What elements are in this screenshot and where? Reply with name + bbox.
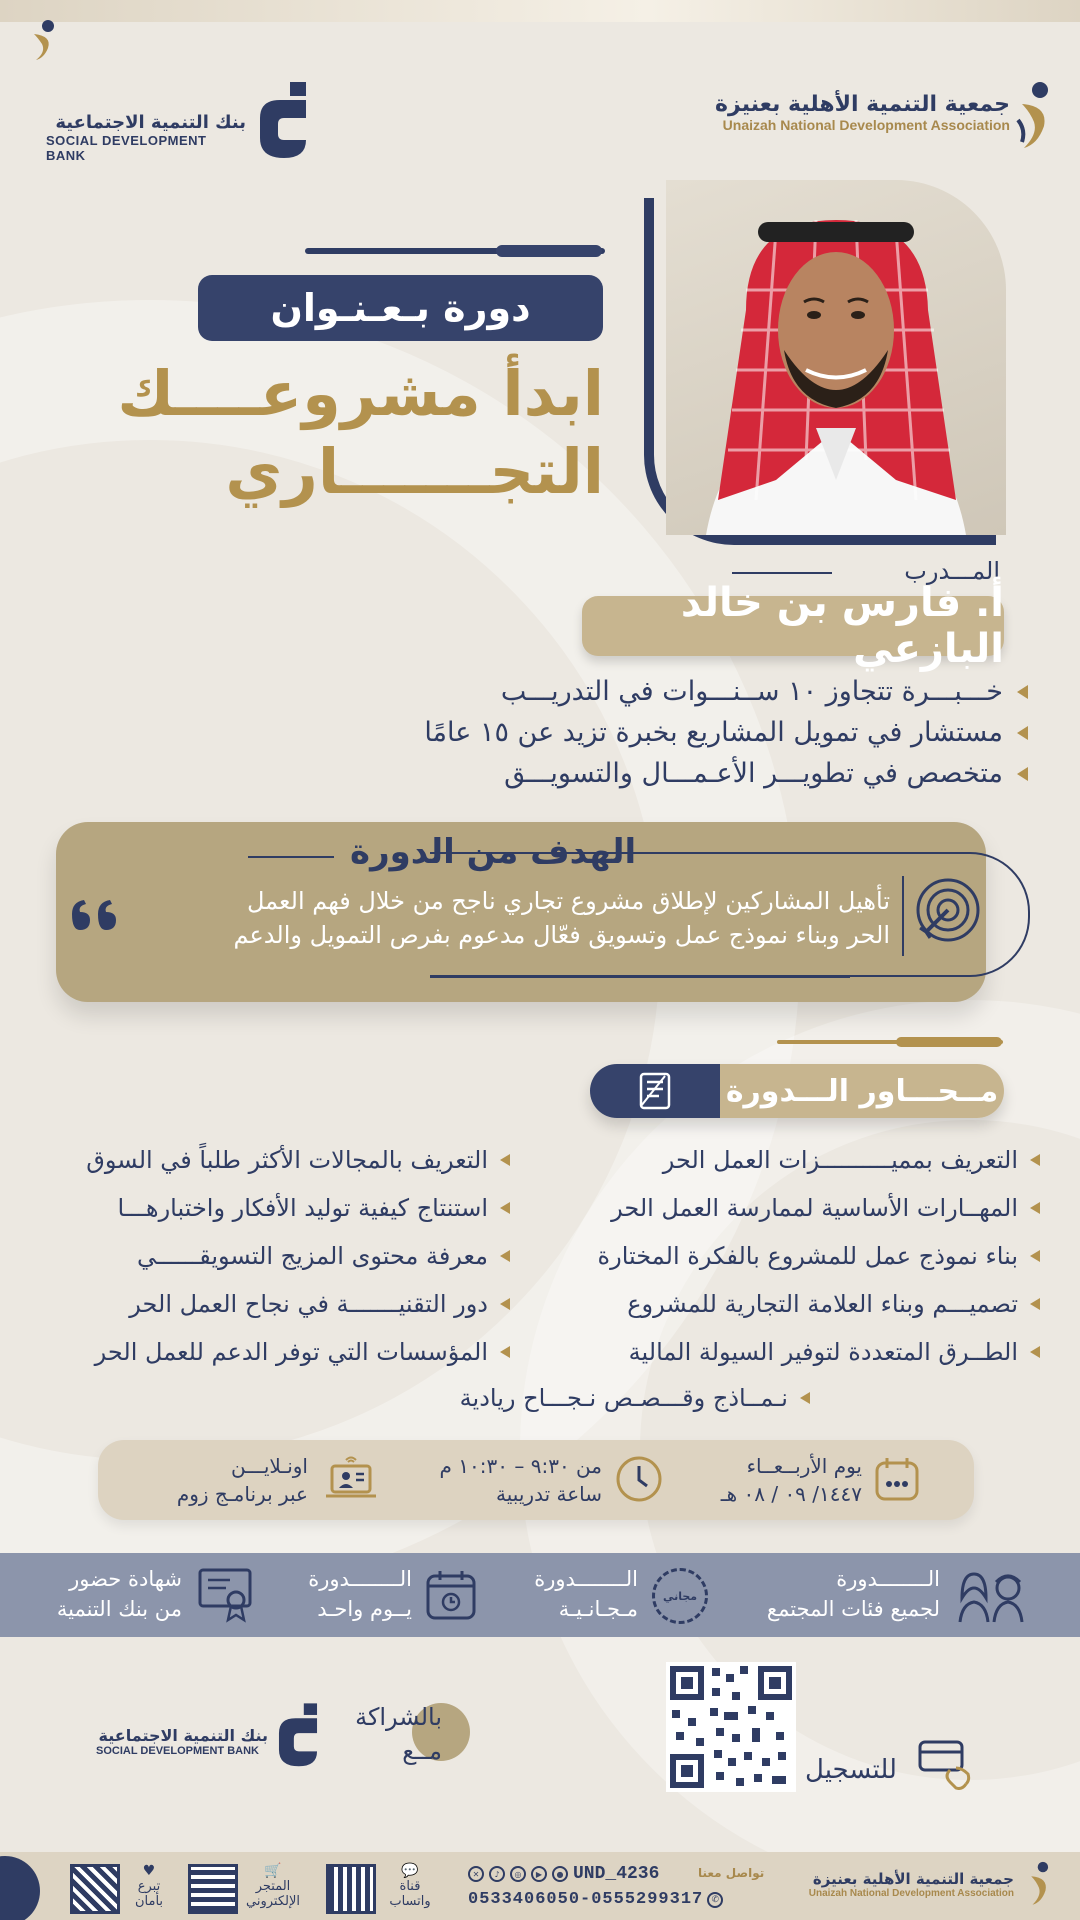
list-item — [328, 758, 1028, 789]
course-title-line1: ابدأ مشروعــــك — [117, 357, 604, 430]
trainer-label-line — [732, 572, 832, 574]
footer-association-ar: جمعية التنمية الأهلية بعنيزة — [812, 1870, 1014, 1888]
store-label — [242, 1864, 304, 1909]
bullet-text: متخصص في تطويـــر الأعـمـــال والتسويـــق — [504, 758, 1003, 789]
whatsapp-icon[interactable]: ✆ — [707, 1892, 723, 1908]
bullet-text: مستشار في تمويل المشاريع بخبرة تزيد عن ١٥ عامًا — [424, 717, 1003, 748]
bullet-icon — [500, 1298, 510, 1310]
feature-certificate — [57, 1564, 182, 1624]
axis-text: استنتاج كيفية توليد الأفكار واختبارهـــا — [117, 1194, 488, 1222]
axis-text: نـمــاذج وقـــصـص نـجـــاح ريادية — [459, 1384, 788, 1412]
axes-title: مــحـــاور الـــدورة — [720, 1064, 1004, 1118]
chat-icon: 💬 — [401, 1863, 419, 1879]
axes-title-pill — [590, 1064, 1004, 1118]
footer-association — [809, 1870, 1014, 1899]
axes-icon-box — [590, 1064, 720, 1118]
certificate-icon — [196, 1566, 254, 1624]
feature-free — [534, 1564, 638, 1624]
partner-label — [355, 1700, 442, 1768]
feature-line2: يــوم واحـد — [317, 1597, 412, 1621]
bullet-icon — [1030, 1298, 1040, 1310]
calendar-icon — [872, 1454, 922, 1504]
association-name-en: Unaizah National Development Association — [722, 117, 1010, 133]
bullet-icon — [500, 1154, 510, 1166]
schedule-mode-block — [177, 1452, 308, 1508]
social-handle[interactable]: UND_4236 — [573, 1864, 660, 1884]
trainer-bullets — [328, 676, 1028, 789]
donate-label — [124, 1864, 174, 1909]
schedule-day-block — [721, 1452, 862, 1508]
course-label: دورة بـعـنـوان — [198, 275, 603, 341]
target-icon — [912, 874, 984, 946]
axes-list-left — [30, 1146, 510, 1366]
goal-title: الهدف من الدورة — [350, 832, 637, 872]
bullet-icon — [1030, 1154, 1040, 1166]
list-item — [328, 717, 1028, 748]
partner-bank-en: SOCIAL DEVELOPMENT BANK — [96, 1745, 259, 1757]
footer-phones — [468, 1890, 723, 1909]
donate-text: تبرع بأمان — [134, 1879, 164, 1909]
axes-list-right — [520, 1146, 1040, 1366]
trainer-name: أ. فارس بن خالد البازعي — [582, 596, 1004, 656]
store-text: المتجر الإلكتروني — [246, 1879, 300, 1909]
tiktok-icon[interactable]: ♪ — [489, 1866, 505, 1882]
trainer-portrait-icon — [666, 180, 1006, 535]
list-item — [30, 1338, 510, 1366]
axis-text: تصميـــم وبناء العلامة التجارية للمشروع — [627, 1290, 1018, 1318]
list-item — [520, 1194, 1040, 1222]
deco-line-thick — [896, 1037, 1002, 1047]
partner-label1: بالشراكة — [355, 1703, 442, 1731]
feature-line1: الــــــــدورة — [534, 1567, 638, 1591]
list-item — [30, 1146, 510, 1174]
bullet-icon — [500, 1346, 510, 1358]
partner-bank-logo — [96, 1726, 268, 1757]
whatsapp-qr-code[interactable] — [326, 1864, 376, 1914]
bullet-icon — [1030, 1346, 1040, 1358]
free-badge-icon: مجاني — [652, 1568, 708, 1624]
schedule-time: من ٩:٣٠ – ١٠:٣٠ م — [439, 1454, 602, 1478]
association-logo-icon — [1014, 80, 1054, 152]
clock-icon — [614, 1454, 664, 1504]
document-icon — [635, 1070, 675, 1112]
association-logo — [715, 92, 1010, 133]
axis-text: المؤسسات التي توفر الدعم للعمل الحر — [94, 1338, 488, 1366]
goal-title-line — [248, 856, 334, 858]
course-title-line2: التجـــــــاري — [225, 435, 604, 508]
schedule-time-block — [440, 1452, 602, 1508]
bank-name-ar: بنك التنمية الاجتماعية — [55, 112, 246, 133]
store-qr-code[interactable] — [188, 1864, 238, 1914]
schedule-date: ١٤٤٧/ ٠٩ / ٠٨ هـ — [720, 1482, 862, 1506]
list-item — [520, 1338, 1040, 1366]
bank-name-en: SOCIAL DEVELOPMENT BANK — [46, 133, 207, 163]
axis-text: معرفة محتوى المزيج التسويقــــــي — [137, 1242, 488, 1270]
instagram-icon[interactable]: ◎ — [510, 1866, 526, 1882]
association-small-logo-icon — [28, 18, 58, 62]
goal-bottom-line — [430, 976, 850, 978]
phone-numbers[interactable]: 0533406050-0555299317 — [468, 1890, 704, 1909]
axis-text: التعريف بمميــــــــــزات العمل الحر — [662, 1146, 1018, 1174]
schedule-day: يوم الأربــعــاء — [746, 1454, 862, 1478]
axis-text: بناء نموذج عمل للمشروع بالفكرة المختارة — [597, 1242, 1018, 1270]
bullet-icon — [800, 1392, 810, 1404]
bullet-icon — [500, 1202, 510, 1214]
partner-label2: مــع — [402, 1737, 442, 1765]
youtube-icon[interactable]: ▶ — [531, 1866, 547, 1882]
goal-line2: الحر وبناء نموذج عمل وتسويق فعّال مدعوم بفرص التمويل والدعم — [233, 921, 890, 949]
top-bar — [0, 0, 1080, 22]
community-people-icon — [952, 1568, 1028, 1624]
register-qr-code[interactable] — [666, 1662, 796, 1792]
schedule-duration: ساعة تدريبية — [496, 1482, 602, 1506]
association-name-ar: جمعية التنمية الأهلية بعنيزة — [715, 92, 1010, 117]
goal-line1: تأهيل المشاركين لإطلاق مشروع تجاري ناجح من خلال فهم العمل — [247, 887, 890, 915]
donate-qr-code[interactable] — [70, 1864, 120, 1914]
list-item — [30, 1242, 510, 1270]
bullet-icon — [1030, 1202, 1040, 1214]
bullet-icon — [1017, 685, 1028, 699]
list-item — [520, 1242, 1040, 1270]
bullet-icon — [1017, 767, 1028, 781]
list-item — [30, 1290, 510, 1318]
snapchat-icon[interactable]: ● — [552, 1866, 568, 1882]
feature-line1: الــــــــدورة — [308, 1567, 412, 1591]
deco-line-thick — [496, 245, 602, 257]
goal-divider — [902, 876, 904, 956]
list-item — [328, 676, 1028, 707]
axis-text: التعريف بالمجالات الأكثر طلباً في السوق — [86, 1146, 488, 1174]
schedule-mode: اونـلايـــن — [231, 1454, 308, 1478]
partner-bank-logo-icon — [274, 1700, 322, 1768]
footer-association-icon — [1026, 1860, 1052, 1908]
axis-text: الطــرق المتعددة لتوفير السيولة المالية — [628, 1338, 1018, 1366]
trainer-label: المـــدرب — [904, 557, 1000, 585]
feature-line2: مـجـانـيـة — [558, 1597, 638, 1621]
bullet-icon — [500, 1250, 510, 1262]
feature-line1: شهادة حضور — [69, 1567, 182, 1591]
calendar-clock-icon — [424, 1568, 478, 1622]
quote-icon — [68, 898, 124, 932]
bullet-icon — [1017, 726, 1028, 740]
list-item — [520, 1290, 1040, 1318]
register-link-icon — [916, 1738, 974, 1790]
list-item — [520, 1146, 1040, 1174]
whatsapp-channel-label — [384, 1864, 436, 1909]
register-label: للتسجيل — [805, 1755, 897, 1785]
x-icon[interactable]: ✕ — [468, 1866, 484, 1882]
feature-line1: الــــــــدورة — [836, 1567, 940, 1591]
online-laptop-icon — [324, 1452, 378, 1506]
whatsapp-channel-text: قناة واتساب — [389, 1879, 431, 1909]
trainer-photo — [666, 180, 1006, 535]
footer-social — [468, 1864, 659, 1884]
footer-association-en: Unaizah National Development Association — [808, 1888, 1014, 1899]
goal-text — [90, 884, 890, 952]
donate-icon: ♥ — [142, 1863, 156, 1879]
feature-line2: من بنك التنمية — [56, 1597, 182, 1621]
bullet-icon — [1030, 1250, 1040, 1262]
partner-bank-ar: بنك التنمية الاجتماعية — [98, 1726, 268, 1745]
feature-audience — [767, 1564, 940, 1624]
cart-icon: 🛒 — [264, 1863, 282, 1879]
axis-text: المهــارات الأساسية لممارسة العمل الحر — [611, 1194, 1018, 1222]
feature-line2: لجميع فئات المجتمع — [766, 1597, 940, 1621]
bullet-text: خـــبـــرة تتجاوز ١٠ ســنـــوات في التدريـــب — [500, 676, 1003, 707]
axis-text: دور التقنيـــــــة في نجاح العمل الحر — [129, 1290, 488, 1318]
schedule-platform: عبر برنامـج زوم — [176, 1482, 308, 1506]
list-item — [460, 1384, 810, 1412]
contact-label: تواصل معنا — [698, 1866, 765, 1880]
list-item — [30, 1194, 510, 1222]
bank-logo-icon — [254, 78, 312, 160]
bank-logo — [46, 112, 246, 163]
feature-one-day — [308, 1564, 412, 1624]
